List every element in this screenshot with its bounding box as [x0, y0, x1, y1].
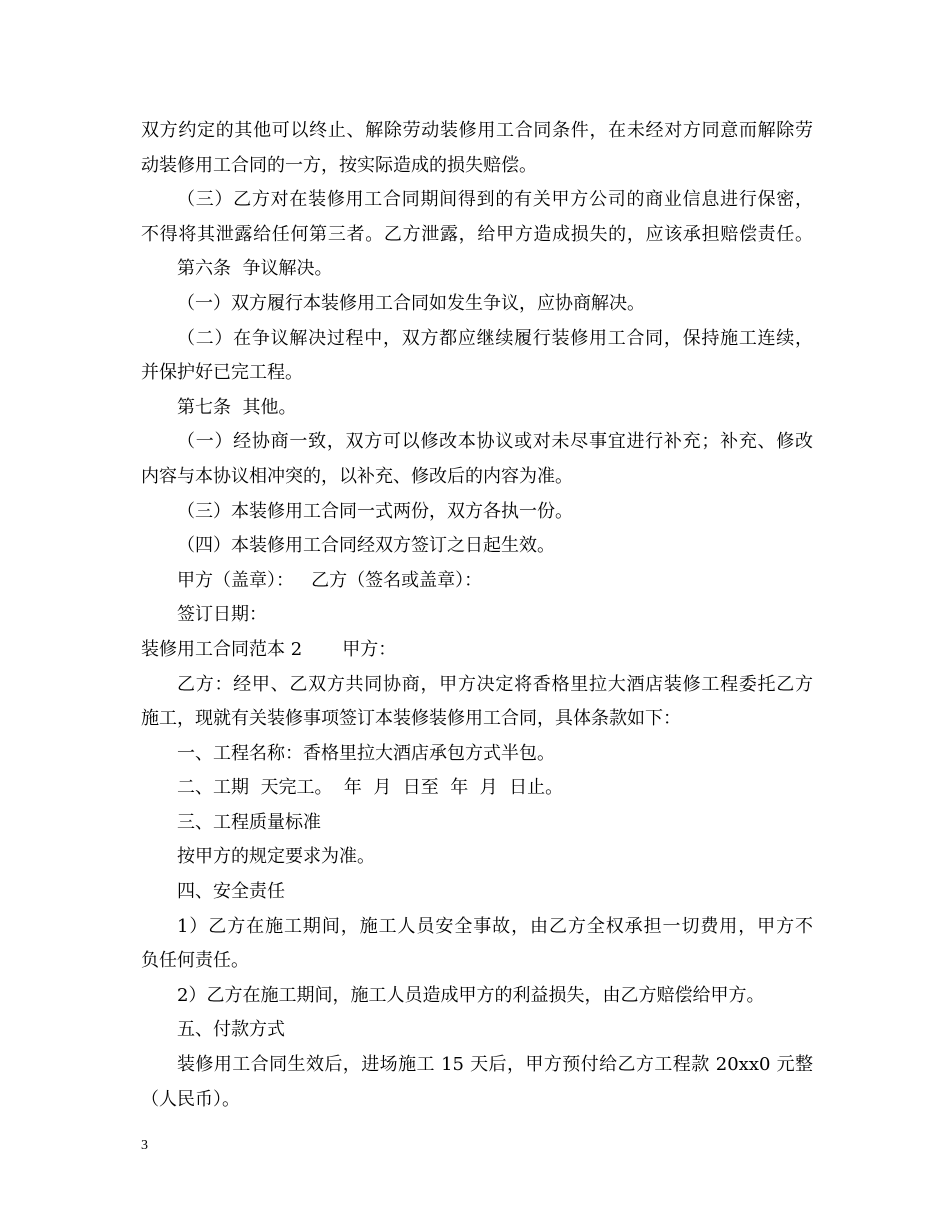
- template-title: 装修用工合同范本 2 甲方：: [141, 638, 397, 660]
- text-line: （四）本装修用工合同经双方签订之日起生效。: [177, 535, 555, 557]
- text-line: （二）在争议解决过程中，双方都应继续履行装修用工合同，保持施工连续，: [177, 327, 813, 349]
- section-heading: 第七条 其他。: [177, 396, 297, 418]
- text-line: （人民币）。: [141, 1088, 240, 1110]
- section-heading: 三、工程质量标准: [177, 811, 321, 833]
- page-number: 3: [141, 1138, 148, 1153]
- text-line: 并保护好已完工程。: [141, 362, 303, 384]
- text-line: （一）经协商一致，双方可以修改本协议或对未尽事宜进行补充；补充、修改: [177, 431, 813, 453]
- text-line: 按甲方的规定要求为准。: [177, 846, 375, 868]
- text-line: 1）乙方在施工期间，施工人员安全事故，由乙方全权承担一切费用，甲方不: [177, 915, 813, 937]
- text-line: 2）乙方在施工期间，施工人员造成甲方的利益损失，由乙方赔偿给甲方。: [177, 984, 765, 1006]
- section-heading: 五、付款方式: [177, 1019, 285, 1041]
- text-line: （三）本装修用工合同一式两份，双方各执一份。: [177, 500, 573, 522]
- text-line: 不得将其泄露给任何第三者。乙方泄露，给甲方造成损失的，应该承担赔偿责任。: [141, 223, 813, 245]
- signing-date-label: 签订日期：: [177, 604, 267, 626]
- text-line: （三）乙方对在装修用工合同期间得到的有关甲方公司的商业信息进行保密，: [177, 189, 813, 211]
- text-line: 动装修用工合同的一方，按实际造成的损失赔偿。: [141, 154, 537, 176]
- text-line: 负任何责任。: [141, 950, 249, 972]
- section-heading: 四、安全责任: [177, 881, 285, 903]
- text-line: 一、工程名称：香格里拉大酒店承包方式半包。: [177, 742, 555, 764]
- text-line: 装修用工合同生效后，进场施工 15 天后，甲方预付给乙方工程款 20xx0 元整: [177, 1054, 813, 1076]
- text-line: 施工，现就有关装修事项签订本装修装修用工合同，具体条款如下：: [141, 708, 681, 730]
- signature-line: 甲方（盖章）： 乙方（签名或盖章）：: [177, 569, 483, 591]
- text-line: 二、工期 天完工。 年 月 日至 年 月 日止。: [177, 777, 564, 799]
- text-line: 乙方：经甲、乙双方共同协商，甲方决定将香格里拉大酒店装修工程委托乙方: [177, 673, 813, 695]
- text-line: 双方约定的其他可以终止、解除劳动装修用工合同条件，在未经对方同意而解除劳: [141, 120, 813, 141]
- text-line: （一）双方履行本装修用工合同如发生争议，应协商解决。: [177, 292, 645, 314]
- document-body: [141, 114, 813, 1117]
- section-heading: 第六条 争议解决。: [177, 258, 333, 280]
- text-line: 内容与本协议相冲突的，以补充、修改后的内容为准。: [141, 465, 573, 487]
